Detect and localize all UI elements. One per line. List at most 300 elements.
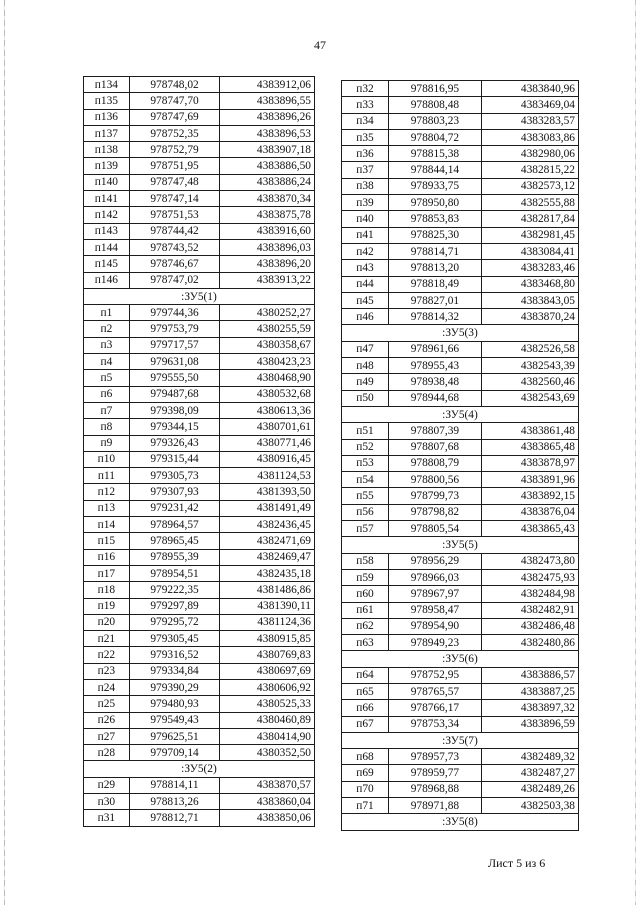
table-row: [342, 243, 579, 259]
point-name-cell: п134: [84, 77, 130, 93]
coordinates-table-right: [341, 80, 579, 831]
x-coordinate-cell: 979315,44: [129, 451, 220, 467]
table-row: [84, 223, 315, 239]
x-coordinate-cell: 978933,75: [388, 178, 481, 194]
y-coordinate-cell: 4381124,53: [220, 468, 315, 484]
table-row: [342, 455, 579, 471]
table-row: [84, 207, 315, 223]
table-row: [342, 227, 579, 243]
section-label: :ЗУ5(7): [342, 732, 579, 748]
table-row: [84, 354, 315, 370]
table-row: [342, 586, 579, 602]
x-coordinate-cell: 978950,80: [388, 195, 481, 211]
point-name-cell: п30: [84, 794, 130, 810]
x-coordinate-cell: 979305,73: [129, 468, 220, 484]
y-coordinate-cell: 4380697,69: [220, 663, 315, 679]
y-coordinate-cell: 4383887,25: [481, 683, 578, 699]
table-row: [84, 614, 315, 630]
y-coordinate-cell: 4383860,04: [220, 794, 315, 810]
point-name-cell: п138: [84, 142, 130, 158]
section-row: [342, 537, 579, 553]
x-coordinate-cell: 978752,35: [129, 125, 220, 141]
point-name-cell: п51: [342, 423, 389, 439]
table-row: [342, 781, 579, 797]
point-name-cell: п45: [342, 292, 389, 308]
x-coordinate-cell: 979625,51: [129, 728, 220, 744]
y-coordinate-cell: 4383912,06: [220, 77, 315, 93]
x-coordinate-cell: 979549,43: [129, 712, 220, 728]
table-row: [84, 728, 315, 744]
y-coordinate-cell: 4380460,89: [220, 712, 315, 728]
x-coordinate-cell: 978747,14: [129, 191, 220, 207]
point-name-cell: п15: [84, 533, 130, 549]
table-row: [84, 386, 315, 402]
y-coordinate-cell: 4382475,93: [481, 569, 578, 585]
table-row: [84, 517, 315, 533]
point-name-cell: п57: [342, 521, 389, 537]
table-row: [342, 146, 579, 162]
point-name-cell: п18: [84, 582, 130, 598]
point-name-cell: п6: [84, 386, 130, 402]
x-coordinate-cell: 979297,89: [129, 598, 220, 614]
point-name-cell: п16: [84, 549, 130, 565]
point-name-cell: п50: [342, 390, 389, 406]
table-row: [342, 260, 579, 276]
y-coordinate-cell: 4382480,86: [481, 635, 578, 651]
y-coordinate-cell: 4383896,55: [220, 93, 315, 109]
point-name-cell: п62: [342, 618, 389, 634]
table-row: [84, 533, 315, 549]
y-coordinate-cell: 4383876,04: [481, 504, 578, 520]
table-row: [342, 798, 579, 814]
table-row: [84, 239, 315, 255]
y-coordinate-cell: 4382573,12: [481, 178, 578, 194]
y-coordinate-cell: 4382560,46: [481, 374, 578, 390]
table-row: [342, 683, 579, 699]
x-coordinate-cell: 978807,39: [388, 423, 481, 439]
point-name-cell: п66: [342, 700, 389, 716]
y-coordinate-cell: 4383870,34: [220, 191, 315, 207]
point-name-cell: п36: [342, 146, 389, 162]
x-coordinate-cell: 978961,66: [388, 341, 481, 357]
x-coordinate-cell: 978944,68: [388, 390, 481, 406]
x-coordinate-cell: 978765,57: [388, 683, 481, 699]
table-row: [84, 402, 315, 418]
table-row: [84, 582, 315, 598]
section-label: :ЗУ5(6): [342, 651, 579, 667]
x-coordinate-cell: 978825,30: [388, 227, 481, 243]
section-row: [84, 761, 315, 777]
x-coordinate-cell: 978799,73: [388, 488, 481, 504]
table-row: [342, 602, 579, 618]
y-coordinate-cell: 4380606,92: [220, 679, 315, 695]
point-name-cell: п8: [84, 419, 130, 435]
point-name-cell: п71: [342, 798, 389, 814]
table-row: [84, 745, 315, 761]
point-name-cell: п64: [342, 667, 389, 683]
point-name-cell: п141: [84, 191, 130, 207]
y-coordinate-cell: 4382469,47: [220, 549, 315, 565]
y-coordinate-cell: 4380358,67: [220, 337, 315, 353]
point-name-cell: п63: [342, 635, 389, 651]
x-coordinate-cell: 978808,79: [388, 455, 481, 471]
x-coordinate-cell: 978747,02: [129, 272, 220, 288]
y-coordinate-cell: 4380423,23: [220, 354, 315, 370]
point-name-cell: п5: [84, 370, 130, 386]
point-name-cell: п146: [84, 272, 130, 288]
point-name-cell: п23: [84, 663, 130, 679]
table-row: [342, 667, 579, 683]
table-row: [84, 794, 315, 810]
table-row: [84, 419, 315, 435]
point-name-cell: п4: [84, 354, 130, 370]
table-row: [84, 451, 315, 467]
y-coordinate-cell: 4380352,50: [220, 745, 315, 761]
section-row: [342, 651, 579, 667]
table-row: [84, 191, 315, 207]
table-row: [342, 716, 579, 732]
table-row: [84, 777, 315, 793]
x-coordinate-cell: 979555,50: [129, 370, 220, 386]
point-name-cell: п69: [342, 765, 389, 781]
table-row: [84, 598, 315, 614]
table-row: [84, 321, 315, 337]
coordinates-table-left: [83, 76, 315, 827]
table-row: [342, 521, 579, 537]
table-row: [84, 484, 315, 500]
section-label: :ЗУ5(4): [342, 406, 579, 422]
y-coordinate-cell: 4383897,32: [481, 700, 578, 716]
y-coordinate-cell: 4383084,41: [481, 243, 578, 259]
table-row: [342, 129, 579, 145]
x-coordinate-cell: 978805,54: [388, 521, 481, 537]
table-row: [84, 370, 315, 386]
y-coordinate-cell: 4383892,15: [481, 488, 578, 504]
point-name-cell: п143: [84, 223, 130, 239]
x-coordinate-cell: 978818,49: [388, 276, 481, 292]
point-name-cell: п11: [84, 468, 130, 484]
x-coordinate-cell: 978743,52: [129, 239, 220, 255]
point-name-cell: п12: [84, 484, 130, 500]
section-row: [342, 732, 579, 748]
x-coordinate-cell: 978814,32: [388, 309, 481, 325]
y-coordinate-cell: 4382473,80: [481, 553, 578, 569]
point-name-cell: п140: [84, 174, 130, 190]
section-row: [342, 325, 579, 341]
x-coordinate-cell: 978748,02: [129, 77, 220, 93]
point-name-cell: п1: [84, 305, 130, 321]
table-row: [84, 272, 315, 288]
point-name-cell: п32: [342, 81, 389, 97]
x-coordinate-cell: 978747,69: [129, 109, 220, 125]
point-name-cell: п136: [84, 109, 130, 125]
x-coordinate-cell: 978813,26: [129, 794, 220, 810]
y-coordinate-cell: 4380525,33: [220, 696, 315, 712]
y-coordinate-cell: 4382435,18: [220, 565, 315, 581]
y-coordinate-cell: 4380769,83: [220, 647, 315, 663]
point-name-cell: п9: [84, 435, 130, 451]
y-coordinate-cell: 4382543,39: [481, 358, 578, 374]
x-coordinate-cell: 978751,53: [129, 207, 220, 223]
table-row: [342, 700, 579, 716]
point-name-cell: п68: [342, 749, 389, 765]
section-label: :ЗУ5(5): [342, 537, 579, 553]
table-row: [84, 647, 315, 663]
x-coordinate-cell: 979390,29: [129, 679, 220, 695]
y-coordinate-cell: 4381390,11: [220, 598, 315, 614]
y-coordinate-cell: 4383850,06: [220, 810, 315, 826]
y-coordinate-cell: 4382526,58: [481, 341, 578, 357]
point-name-cell: п46: [342, 309, 389, 325]
y-coordinate-cell: 4380414,90: [220, 728, 315, 744]
y-coordinate-cell: 4383283,46: [481, 260, 578, 276]
table-row: [342, 553, 579, 569]
table-row: [342, 569, 579, 585]
section-row: [342, 814, 579, 830]
x-coordinate-cell: 978744,42: [129, 223, 220, 239]
point-name-cell: п20: [84, 614, 130, 630]
point-name-cell: п17: [84, 565, 130, 581]
x-coordinate-cell: 978827,01: [388, 292, 481, 308]
y-coordinate-cell: 4380255,59: [220, 321, 315, 337]
y-coordinate-cell: 4381124,36: [220, 614, 315, 630]
table-row: [84, 663, 315, 679]
y-coordinate-cell: 4383896,20: [220, 256, 315, 272]
point-name-cell: п142: [84, 207, 130, 223]
x-coordinate-cell: 978800,56: [388, 472, 481, 488]
table-row: [84, 679, 315, 695]
y-coordinate-cell: 4382482,91: [481, 602, 578, 618]
table-row: [84, 712, 315, 728]
y-coordinate-cell: 4380468,90: [220, 370, 315, 386]
x-coordinate-cell: 978965,45: [129, 533, 220, 549]
point-name-cell: п144: [84, 239, 130, 255]
table-row: [342, 390, 579, 406]
table-row: [342, 81, 579, 97]
sheet-footer: Лист 5 из 6: [488, 856, 546, 870]
x-coordinate-cell: 978949,23: [388, 635, 481, 651]
y-coordinate-cell: 4383907,18: [220, 142, 315, 158]
x-coordinate-cell: 978815,38: [388, 146, 481, 162]
y-coordinate-cell: 4383865,48: [481, 439, 578, 455]
x-coordinate-cell: 978747,70: [129, 93, 220, 109]
point-name-cell: п48: [342, 358, 389, 374]
table-row: [342, 211, 579, 227]
y-coordinate-cell: 4380701,61: [220, 419, 315, 435]
point-name-cell: п21: [84, 631, 130, 647]
y-coordinate-cell: 4382489,26: [481, 781, 578, 797]
x-coordinate-cell: 979307,93: [129, 484, 220, 500]
point-name-cell: п70: [342, 781, 389, 797]
table-row: [84, 256, 315, 272]
y-coordinate-cell: 4383870,57: [220, 777, 315, 793]
point-name-cell: п22: [84, 647, 130, 663]
y-coordinate-cell: 4383468,80: [481, 276, 578, 292]
y-coordinate-cell: 4382436,45: [220, 517, 315, 533]
table-row: [342, 341, 579, 357]
y-coordinate-cell: 4382471,69: [220, 533, 315, 549]
table-row: [342, 504, 579, 520]
table-row: [84, 109, 315, 125]
table-row: [342, 97, 579, 113]
point-name-cell: п54: [342, 472, 389, 488]
x-coordinate-cell: 979398,09: [129, 402, 220, 418]
point-name-cell: п29: [84, 777, 130, 793]
x-coordinate-cell: 979753,79: [129, 321, 220, 337]
table-row: [84, 158, 315, 174]
table-row: [342, 195, 579, 211]
point-name-cell: п139: [84, 158, 130, 174]
x-coordinate-cell: 978807,68: [388, 439, 481, 455]
y-coordinate-cell: 4382487,27: [481, 765, 578, 781]
section-label: :ЗУ5(3): [342, 325, 579, 341]
point-name-cell: п7: [84, 402, 130, 418]
x-coordinate-cell: 978816,95: [388, 81, 481, 97]
table-row: [342, 276, 579, 292]
table-row: [84, 93, 315, 109]
y-coordinate-cell: 4382489,32: [481, 749, 578, 765]
x-coordinate-cell: 978938,48: [388, 374, 481, 390]
x-coordinate-cell: 978746,67: [129, 256, 220, 272]
x-coordinate-cell: 978766,17: [388, 700, 481, 716]
x-coordinate-cell: 978747,48: [129, 174, 220, 190]
point-name-cell: п47: [342, 341, 389, 357]
point-name-cell: п34: [342, 113, 389, 129]
table-row: [342, 423, 579, 439]
point-name-cell: п59: [342, 569, 389, 585]
x-coordinate-cell: 978798,82: [388, 504, 481, 520]
point-name-cell: п145: [84, 256, 130, 272]
point-name-cell: п53: [342, 455, 389, 471]
y-coordinate-cell: 4383840,96: [481, 81, 578, 97]
x-coordinate-cell: 978954,51: [129, 565, 220, 581]
y-coordinate-cell: 4382484,98: [481, 586, 578, 602]
y-coordinate-cell: 4382555,88: [481, 195, 578, 211]
y-coordinate-cell: 4383886,50: [220, 158, 315, 174]
y-coordinate-cell: 4380916,45: [220, 451, 315, 467]
y-coordinate-cell: 4382486,48: [481, 618, 578, 634]
x-coordinate-cell: 978958,47: [388, 602, 481, 618]
point-name-cell: п67: [342, 716, 389, 732]
y-coordinate-cell: 4381393,50: [220, 484, 315, 500]
section-row: [342, 406, 579, 422]
x-coordinate-cell: 979334,84: [129, 663, 220, 679]
x-coordinate-cell: 979231,42: [129, 500, 220, 516]
y-coordinate-cell: 4383283,57: [481, 113, 578, 129]
point-name-cell: п52: [342, 439, 389, 455]
table-row: [342, 178, 579, 194]
x-coordinate-cell: 978955,43: [388, 358, 481, 374]
x-coordinate-cell: 978812,71: [129, 810, 220, 826]
point-name-cell: п137: [84, 125, 130, 141]
y-coordinate-cell: 4382815,22: [481, 162, 578, 178]
y-coordinate-cell: 4383916,60: [220, 223, 315, 239]
y-coordinate-cell: 4383896,59: [481, 716, 578, 732]
x-coordinate-cell: 978753,34: [388, 716, 481, 732]
table-row: [342, 358, 579, 374]
y-coordinate-cell: 4382543,69: [481, 390, 578, 406]
x-coordinate-cell: 979316,52: [129, 647, 220, 663]
y-coordinate-cell: 4383896,26: [220, 109, 315, 125]
x-coordinate-cell: 978853,83: [388, 211, 481, 227]
point-name-cell: п27: [84, 728, 130, 744]
page-edge-left: [4, 0, 5, 905]
x-coordinate-cell: 978808,48: [388, 97, 481, 113]
point-name-cell: п10: [84, 451, 130, 467]
table-row: [84, 337, 315, 353]
point-name-cell: п31: [84, 810, 130, 826]
page-number: 47: [314, 38, 326, 52]
table-row: [342, 374, 579, 390]
table-row: [84, 142, 315, 158]
point-name-cell: п14: [84, 517, 130, 533]
point-name-cell: п33: [342, 97, 389, 113]
table-row: [84, 549, 315, 565]
table-row: [84, 565, 315, 581]
table-row: [342, 472, 579, 488]
y-coordinate-cell: 4380532,68: [220, 386, 315, 402]
section-row: [84, 288, 315, 304]
table-row: [342, 618, 579, 634]
point-name-cell: п13: [84, 500, 130, 516]
y-coordinate-cell: 4383886,24: [220, 174, 315, 190]
y-coordinate-cell: 4382981,45: [481, 227, 578, 243]
x-coordinate-cell: 978954,90: [388, 618, 481, 634]
y-coordinate-cell: 4383875,78: [220, 207, 315, 223]
x-coordinate-cell: 979480,93: [129, 696, 220, 712]
y-coordinate-cell: 4383083,86: [481, 129, 578, 145]
y-coordinate-cell: 4383896,03: [220, 239, 315, 255]
x-coordinate-cell: 978814,11: [129, 777, 220, 793]
x-coordinate-cell: 978752,95: [388, 667, 481, 683]
y-coordinate-cell: 4383865,43: [481, 521, 578, 537]
table-row: [342, 749, 579, 765]
point-name-cell: п135: [84, 93, 130, 109]
y-coordinate-cell: 4383913,22: [220, 272, 315, 288]
table-row: [84, 77, 315, 93]
y-coordinate-cell: 4380252,27: [220, 305, 315, 321]
x-coordinate-cell: 978967,97: [388, 586, 481, 602]
table-row: [84, 125, 315, 141]
x-coordinate-cell: 979305,45: [129, 631, 220, 647]
y-coordinate-cell: 4382980,06: [481, 146, 578, 162]
y-coordinate-cell: 4380771,46: [220, 435, 315, 451]
x-coordinate-cell: 978955,39: [129, 549, 220, 565]
point-name-cell: п38: [342, 178, 389, 194]
table-row: [342, 162, 579, 178]
table-row: [342, 439, 579, 455]
table-row: [84, 500, 315, 516]
table-row: [84, 174, 315, 190]
y-coordinate-cell: 4383870,24: [481, 309, 578, 325]
point-name-cell: п24: [84, 679, 130, 695]
point-name-cell: п41: [342, 227, 389, 243]
x-coordinate-cell: 978971,88: [388, 798, 481, 814]
y-coordinate-cell: 4383469,04: [481, 97, 578, 113]
x-coordinate-cell: 979744,36: [129, 305, 220, 321]
point-name-cell: п40: [342, 211, 389, 227]
table-row: [84, 435, 315, 451]
point-name-cell: п3: [84, 337, 130, 353]
x-coordinate-cell: 978844,14: [388, 162, 481, 178]
point-name-cell: п60: [342, 586, 389, 602]
point-name-cell: п42: [342, 243, 389, 259]
x-coordinate-cell: 978813,20: [388, 260, 481, 276]
section-label: :ЗУ5(1): [84, 288, 315, 304]
x-coordinate-cell: 978968,88: [388, 781, 481, 797]
point-name-cell: п61: [342, 602, 389, 618]
table-row: [84, 810, 315, 826]
